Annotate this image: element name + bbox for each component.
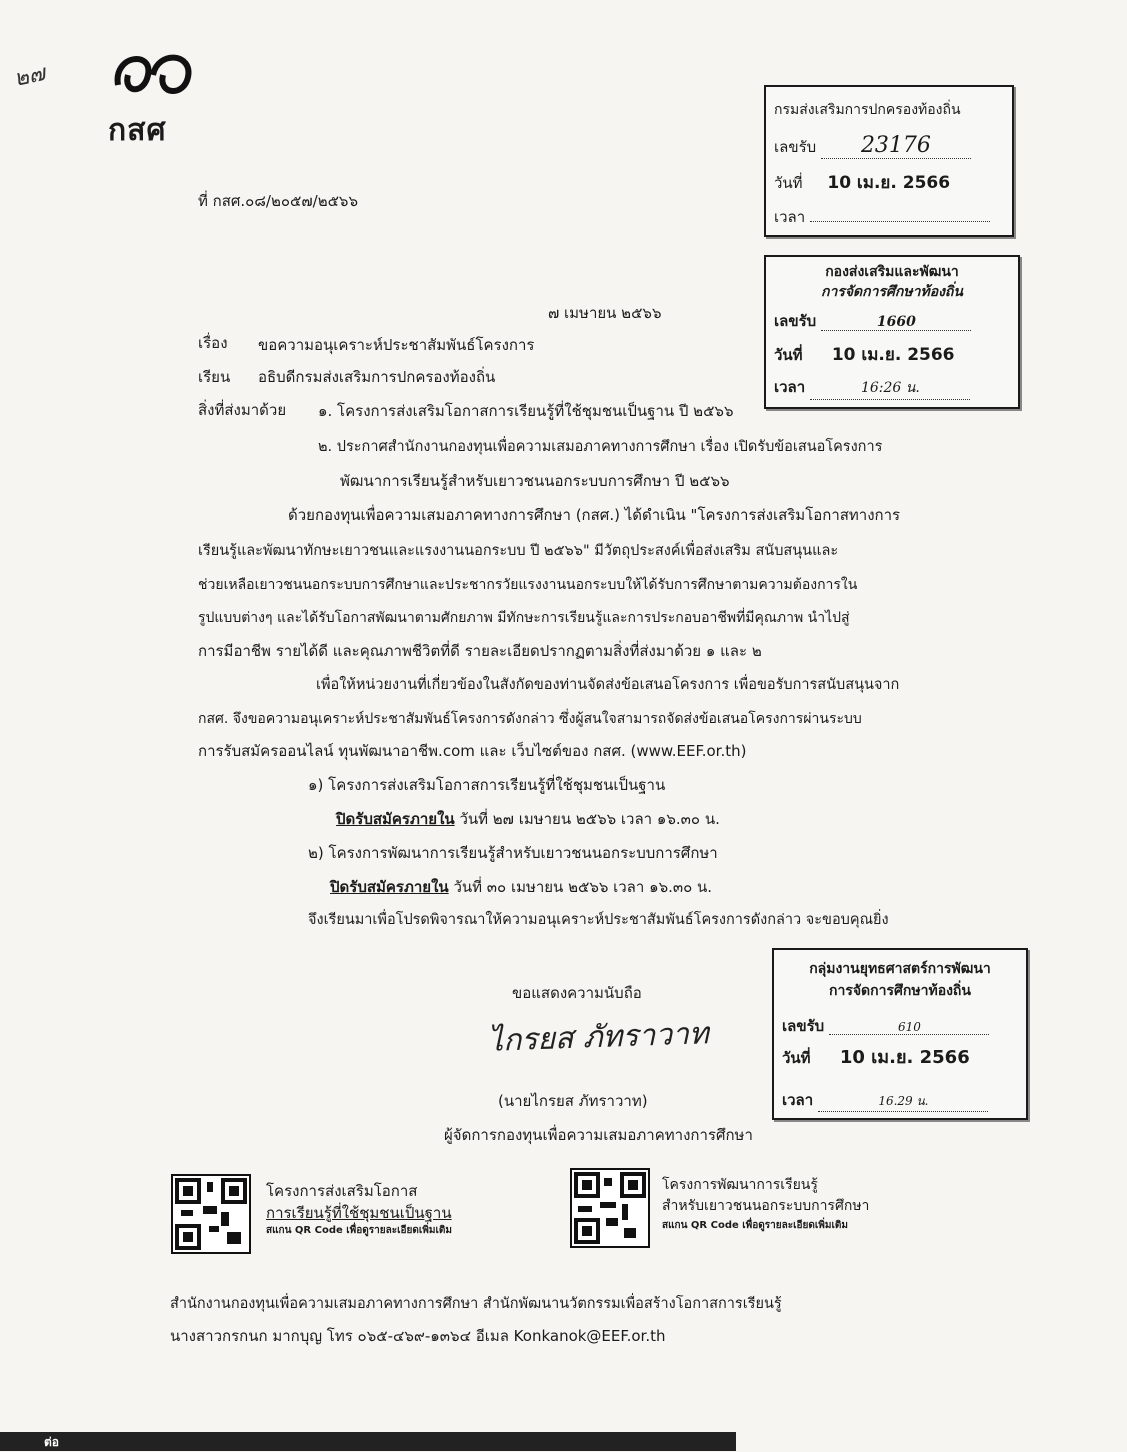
stamp-time-label: เวลา: [774, 208, 806, 226]
body-paragraph-1-line: รูปแบบต่างๆ และได้รับโอกาสพัฒนาตามศักยภาพ มีทักษะการเรียนรู้และการประกอบอาชีพที่มีคุณภาพ นำไปสู่: [198, 610, 850, 626]
logo-text: กสศ: [108, 113, 167, 148]
stamp-title-2: การจัดการศึกษาท้องถิ่น: [829, 983, 971, 999]
stamp-time-value: 16.29 น.: [818, 1092, 988, 1112]
subject-text: ขอความอนุเคราะห์ประชาสัมพันธ์โครงการ: [258, 336, 535, 354]
enclosures-label: สิ่งที่ส่งมาด้วย: [198, 401, 287, 419]
footer-contact: นางสาวกรกนก มากบุญ โทร ๐๖๕-๔๖๙-๑๓๖๔ อีเมล Konkanok@EEF.or.th: [170, 1327, 666, 1345]
stamp-date-row: [774, 341, 955, 368]
stamp-date-label: วันที่: [782, 1049, 811, 1067]
stamp-number-value: 610: [829, 1020, 989, 1035]
stamp-number-row: [774, 309, 971, 333]
body-paragraph-1-line: ด้วยกองทุนเพื่อความเสมอภาคทางการศึกษา (กสศ.) ได้ดำเนิน "โครงการส่งเสริมโอกาสทางการ: [288, 506, 901, 524]
stamp-date-value: 10 เม.ย. 2566: [827, 173, 951, 193]
qr-1-caption-line-1: โครงการส่งเสริมโอกาส: [266, 1182, 418, 1200]
stamp-date-row: [774, 169, 950, 196]
enclosure-item-2: ๒. ประกาศสำนักงานกองทุนเพื่อความเสมอภาคทางการศึกษา เรื่อง เปิดรับข้อเสนอโครงการ: [318, 439, 883, 455]
stamp-date-label: วันที่: [774, 346, 803, 364]
stamp-number-label: เลขรับ: [782, 1017, 825, 1035]
stamp-time-row: [782, 1088, 988, 1112]
body-paragraph-1-line: ช่วยเหลือเยาวชนนอกระบบการศึกษาและประชากรวัยแรงงานนอกระบบให้ได้รับการศึกษาตามความต้องการใน: [198, 577, 858, 593]
letter-date: ๗ เมษายน ๒๕๖๖: [548, 304, 662, 322]
body-paragraph-1-line: เรียนรู้และพัฒนาทักษะเยาวชนและแรงงานนอกระบบ ปี ๒๕๖๖" มีวัตถุประสงค์เพื่อส่งเสริม สนับสนุนและ: [198, 543, 839, 559]
stamp-number-label: เลขรับ: [774, 138, 817, 156]
stamp-time-label: เวลา: [782, 1091, 814, 1109]
body-paragraph-2-line: กสศ. จึงขอความอนุเคราะห์ประชาสัมพันธ์โครงการดังกล่าว ซึ่งผู้สนใจสามารถจัดส่งข้อเสนอโครงการผ่านระบบ: [198, 711, 862, 727]
stamp-time-row: [774, 205, 990, 229]
deadline-label: ปิดรับสมัครภายใน: [336, 810, 455, 828]
to-text: อธิบดีกรมส่งเสริมการปกครองท้องถิ่น: [258, 368, 496, 386]
body-paragraph-2-line: การรับสมัครออนไลน์ ทุนพัฒนาอาชีพ.com และ เว็บไซต์ของ กสศ. (www.EEF.or.th): [198, 742, 747, 760]
stamp-date-row: [782, 1042, 970, 1071]
subject-label: เรื่อง: [198, 334, 228, 352]
stamp-title: กรมส่งเสริมการปกครองท้องถิ่น: [774, 102, 961, 118]
qr-2-note: สแกน QR Code เพื่อดูรายละเอียดเพิ่มเติม: [662, 1220, 848, 1231]
deadline-label: ปิดรับสมัครภายใน: [330, 878, 449, 896]
stamp-number-value: 23176: [821, 133, 971, 159]
receipt-stamp-dla: [764, 85, 1014, 237]
eef-logo: [108, 45, 198, 155]
stamp-date-label: วันที่: [774, 174, 803, 192]
stamp-title-1: กองส่งเสริมและพัฒนา: [825, 264, 959, 280]
receipt-stamp-strategy-group: [772, 948, 1028, 1120]
stamp-time-label: เวลา: [774, 378, 806, 396]
stamp-time-row: [774, 375, 970, 400]
stamp-time-value: 16:26 น.: [810, 377, 970, 400]
signatory-position: ผู้จัดการกองทุนเพื่อความเสมอภาคทางการศึกษา: [444, 1126, 753, 1144]
project-1-title: ๑) โครงการส่งเสริมโอกาสการเรียนรู้ที่ใช้ชุมชนเป็นฐาน: [308, 776, 666, 794]
closing-request: จึงเรียนมาเพื่อโปรดพิจารณาให้ความอนุเคราะห์ประชาสัมพันธ์โครงการดังกล่าว จะขอบคุณยิ่ง: [308, 912, 889, 928]
handwritten-signature: ไกรยส ภัทราวาท: [487, 1016, 710, 1059]
stamp-number-row: [782, 1014, 989, 1038]
qr-2-caption-line-1: โครงการพัฒนาการเรียนรู้: [662, 1177, 818, 1193]
qr-2-caption-line-2: สำหรับเยาวชนนอกระบบการศึกษา: [662, 1198, 870, 1214]
stamp-number-value: 1660: [821, 314, 971, 331]
next-page-label: ต่อ: [44, 1435, 59, 1449]
body-paragraph-2-line: เพื่อให้หน่วยงานที่เกี่ยวข้องในสังกัดของท่านจัดส่งข้อเสนอโครงการ เพื่อขอรับการสนับสนุนจาก: [316, 677, 900, 693]
project-2-title: ๒) โครงการพัฒนาการเรียนรู้สำหรับเยาวชนนอกระบบการศึกษา: [308, 844, 718, 862]
stamp-title-1: กลุ่มงานยุทธศาสตร์การพัฒนา: [809, 961, 991, 977]
reference-number: ที่ กสศ.๐๘/๒๐๕๗/๒๕๖๖: [198, 192, 358, 210]
body-paragraph-1-line: การมีอาชีพ รายได้ดี และคุณภาพชีวิตที่ดี รายละเอียดปรากฏตามสิ่งที่ส่งมาด้วย ๑ และ ๒: [198, 642, 762, 660]
signatory-name: (นายไกรยส ภัทราวาท): [498, 1092, 648, 1110]
stamp-date-value: 10 เม.ย. 2566: [831, 345, 955, 365]
deadline-value: วันที่ ๓๐ เมษายน ๒๕๖๖ เวลา ๑๖.๓๐ น.: [453, 878, 713, 896]
logo-mark-icon: [108, 45, 198, 105]
footer-office: สำนักงานกองทุนเพื่อความเสมอภาคทางการศึกษา สำนักพัฒนานวัตกรรมเพื่อสร้างโอกาสการเรียนรู้: [170, 1296, 782, 1312]
handwritten-note: ๒๗: [11, 61, 48, 92]
stamp-date-value: 10 เม.ย. 2566: [839, 1047, 970, 1068]
enclosure-item-1: ๑. โครงการส่งเสริมโอกาสการเรียนรู้ที่ใช้ชุมชนเป็นฐาน ปี ๒๕๖๖: [318, 402, 734, 420]
qr-code-community-learning[interactable]: [171, 1174, 251, 1254]
receipt-stamp-division: [764, 255, 1020, 409]
next-page-strip: [0, 1432, 736, 1451]
project-2-deadline: [330, 876, 712, 898]
stamp-number-label: เลขรับ: [774, 312, 817, 330]
qr-code-out-of-school-youth[interactable]: [570, 1168, 650, 1248]
stamp-number-row: [774, 133, 971, 159]
stamp-title-2: การจัดการศึกษาท้องถิ่น: [821, 284, 963, 300]
qr-1-note: สแกน QR Code เพื่อดูรายละเอียดเพิ่มเติม: [266, 1225, 452, 1236]
project-1-deadline: [336, 808, 720, 830]
to-label: เรียน: [198, 368, 231, 386]
deadline-value: วันที่ ๒๗ เมษายน ๒๕๖๖ เวลา ๑๖.๓๐ น.: [459, 810, 720, 828]
qr-1-caption-line-2: การเรียนรู้ที่ใช้ชุมชนเป็นฐาน: [266, 1204, 452, 1222]
complimentary-close: ขอแสดงความนับถือ: [512, 984, 642, 1002]
enclosure-item-2-cont: พัฒนาการเรียนรู้สำหรับเยาวชนนอกระบบการศึกษา ปี ๒๕๖๖: [340, 472, 730, 490]
